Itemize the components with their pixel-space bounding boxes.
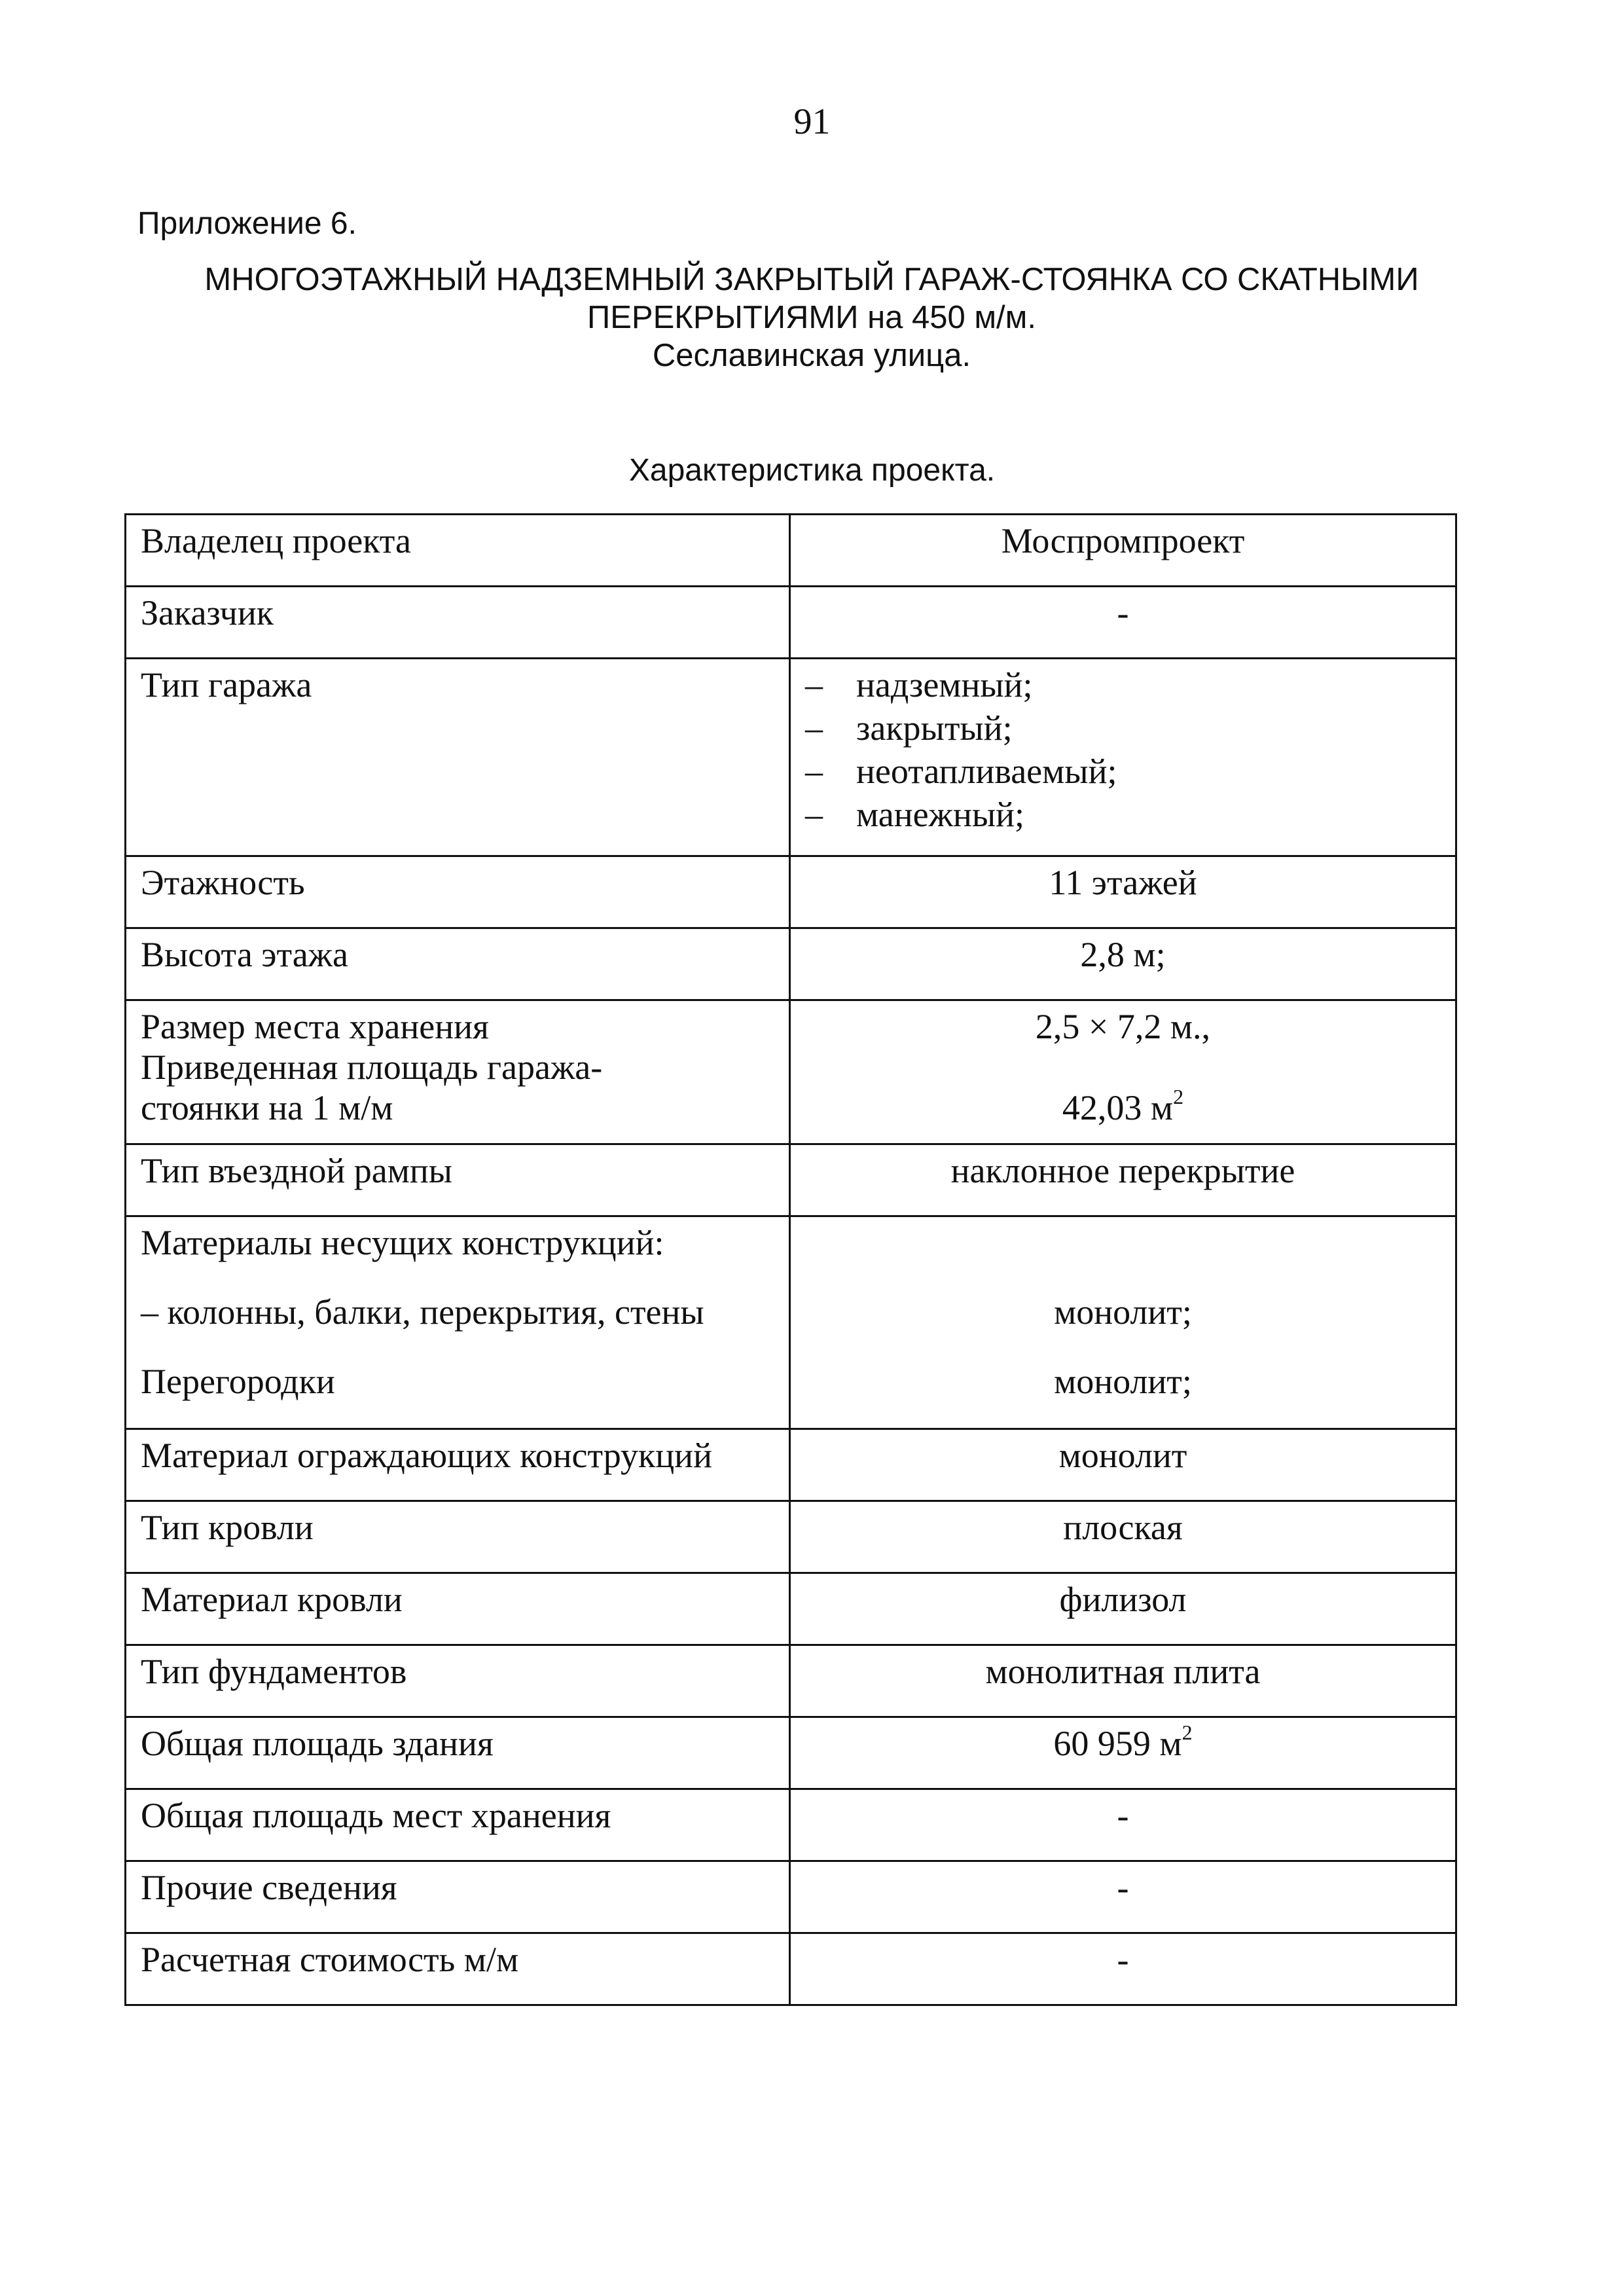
row-label: Тип гаража bbox=[126, 659, 790, 856]
row-value: филизол bbox=[790, 1573, 1456, 1645]
row-label: Общая площадь здания bbox=[126, 1717, 790, 1789]
appendix-label: Приложение 6. bbox=[137, 206, 357, 241]
table-row-storage-area bbox=[126, 1789, 1456, 1861]
storage-value-line-2: 42,03 $м^2$ bbox=[1062, 1085, 1184, 1127]
row-label: Материал кровли bbox=[126, 1573, 790, 1645]
row-label: Владелец проекта bbox=[126, 515, 790, 587]
table-row-foundation bbox=[126, 1645, 1456, 1717]
row-value: 11 этажей bbox=[790, 856, 1456, 928]
title-line-2: ПЕРЕКРЫТИЯМИ на 450 м/м. bbox=[587, 300, 1036, 335]
title-line-3: Сеславинская улица. bbox=[652, 338, 971, 373]
row-value: - bbox=[790, 1861, 1456, 1933]
garage-type-list bbox=[790, 659, 1456, 856]
table-row-customer bbox=[126, 587, 1456, 659]
table-row-roof-material bbox=[126, 1573, 1456, 1645]
row-label: Тип въездной рампы bbox=[126, 1144, 790, 1216]
title-line-1: МНОГОЭТАЖНЫЙ НАДЗЕМНЫЙ ЗАКРЫТЫЙ ГАРАЖ-СТОЯНКА СО СКАТНЫМИ bbox=[204, 262, 1419, 297]
row-value: монолит bbox=[790, 1429, 1456, 1501]
table-row-materials bbox=[126, 1216, 1456, 1429]
row-value: наклонное перекрытие bbox=[790, 1144, 1456, 1216]
table-row-owner bbox=[126, 515, 1456, 587]
table-row-floors bbox=[126, 856, 1456, 928]
row-label: Заказчик bbox=[126, 587, 790, 659]
list-item: – манежный; bbox=[805, 795, 1025, 834]
row-value: - bbox=[790, 1933, 1456, 2005]
row-value: 2,8 м; bbox=[790, 928, 1456, 1000]
list-item: – надземный; bbox=[805, 665, 1033, 704]
row-value: Моспромпроект bbox=[790, 515, 1456, 587]
project-characteristics-table bbox=[124, 513, 1457, 2006]
table-row-ramp bbox=[126, 1144, 1456, 1216]
row-value: - bbox=[790, 587, 1456, 659]
row-value: монолитная плита bbox=[790, 1645, 1456, 1717]
materials-sub2-value: монолит; bbox=[1054, 1362, 1192, 1401]
table-row-garage-type bbox=[126, 659, 1456, 856]
row-value bbox=[790, 1000, 1456, 1144]
document-title bbox=[111, 261, 1512, 374]
row-value: плоская bbox=[790, 1501, 1456, 1573]
list-item: – неотапливаемый; bbox=[805, 752, 1117, 791]
row-label: Расчетная стоимость м/м bbox=[126, 1933, 790, 2005]
table-caption: Характеристика проекта. bbox=[628, 453, 996, 488]
row-label: Высота этажа bbox=[126, 928, 790, 1000]
row-label: Этажность bbox=[126, 856, 790, 928]
table-row-other bbox=[126, 1861, 1456, 1933]
row-label: Общая площадь мест хранения bbox=[126, 1789, 790, 1861]
table-row-storage-size bbox=[126, 1000, 1456, 1144]
row-value bbox=[790, 1216, 1456, 1429]
row-value: 60 959 $м^2$ bbox=[790, 1717, 1456, 1789]
table-row-total-area bbox=[126, 1717, 1456, 1789]
table-row-enclosing bbox=[126, 1429, 1456, 1501]
table-row-floor-height bbox=[126, 928, 1456, 1000]
row-label: Тип кровли bbox=[126, 1501, 790, 1573]
storage-value-line-1: 2,5 × 7,2 м., bbox=[1035, 1007, 1211, 1046]
row-value: - bbox=[790, 1789, 1456, 1861]
materials-sub2-label: Перегородки bbox=[141, 1362, 335, 1401]
materials-sub1-label: – колонны, балки, перекрытия, стены bbox=[141, 1292, 704, 1332]
materials-sub1-value: монолит; bbox=[1054, 1292, 1192, 1332]
page-number: 91 bbox=[793, 101, 831, 142]
row-label: Прочие сведения bbox=[126, 1861, 790, 1933]
table-row-cost bbox=[126, 1933, 1456, 2005]
list-item: – закрытый; bbox=[805, 708, 1013, 748]
row-label bbox=[126, 1216, 790, 1429]
row-label: Тип фундаментов bbox=[126, 1645, 790, 1717]
row-label: Материал ограждающих конструкций bbox=[126, 1429, 790, 1501]
storage-label-line-3: стоянки на 1 м/м bbox=[141, 1088, 393, 1127]
storage-label-line-2: Приведенная площадь гаража- bbox=[141, 1048, 603, 1087]
materials-label: Материалы несущих конструкций: bbox=[141, 1223, 664, 1262]
storage-label-line-1: Размер места хранения bbox=[141, 1007, 489, 1046]
row-label bbox=[126, 1000, 790, 1144]
table-row-roof-type bbox=[126, 1501, 1456, 1573]
